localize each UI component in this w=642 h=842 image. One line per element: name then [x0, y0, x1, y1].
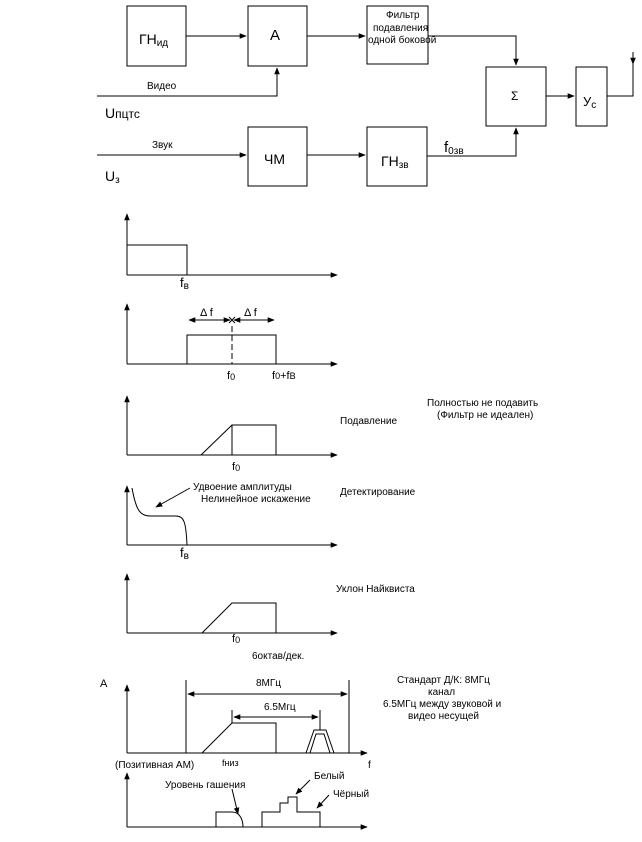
f0zv-label: f0зв — [444, 139, 464, 157]
g3-f0-label: f0 — [232, 461, 241, 473]
g7-black-label: Чёрный — [333, 789, 370, 800]
chm-label: ЧМ — [264, 151, 285, 167]
graph-5-nyquist — [127, 574, 337, 633]
g6-positive-am: (Позитивная АМ) — [115, 760, 195, 771]
g2-f0fv-label: f0+fВ — [272, 370, 296, 382]
g6-axis-a: A — [100, 678, 108, 690]
graph-6-channel-spectrum — [127, 680, 367, 753]
g5-f0-label: f0 — [232, 633, 241, 645]
amp-label: Ус — [583, 94, 597, 111]
g2-df-left: Δ f — [200, 307, 213, 319]
g6-f-label: f — [368, 760, 371, 771]
sound-label: Звук — [152, 140, 173, 151]
graph-1-baseband — [127, 214, 337, 275]
ssb-filter-label: Фильтр подавления одной боковой — [368, 10, 437, 46]
g7-white-label: Белый — [314, 771, 345, 782]
g1-fv-label: fв — [180, 275, 189, 292]
gn-id-label: ГНид — [139, 31, 169, 49]
g4-detection-label: Детектирование — [340, 487, 416, 498]
g4-fv-label: fв — [180, 545, 189, 562]
graph-2-am-spectrum — [127, 304, 337, 364]
g6-bw8-label: 8МГц — [256, 678, 282, 689]
g7-blank-label: Уровень гашения — [165, 780, 246, 791]
g5-nyquist-label: Уклон Найквиста — [336, 584, 415, 595]
g6-bw65-label: 6.5Мгц — [264, 702, 296, 713]
g3-note: Полностью не подавить (Фильтр не идеален) — [427, 398, 539, 421]
a-block-label: A — [270, 27, 281, 44]
g5-slope-label: 6октав/дек. — [252, 651, 305, 662]
g4-notes: Удвоение амплитуды Нелинейное искажение — [193, 482, 311, 505]
amp-block — [576, 67, 607, 126]
gn-zv-label: ГНзв — [381, 153, 409, 171]
g2-df-right: Δ f — [244, 307, 257, 319]
g6-fniz-label: fниз — [222, 758, 239, 768]
g3-suppression-label: Подавление — [340, 416, 398, 427]
g2-f0-label: f0 — [227, 370, 236, 382]
summator-label: Σ — [511, 89, 519, 103]
video-label: Видео — [147, 81, 177, 92]
u-sound-label: Uз — [105, 168, 120, 186]
g6-standard-note: Стандарт Д/К: 8МГц канал 6.5МГц между звуковой и видео несущей — [383, 675, 502, 722]
graph-3-suppression — [127, 396, 337, 455]
u-video-label: Uпцтс — [105, 105, 140, 121]
